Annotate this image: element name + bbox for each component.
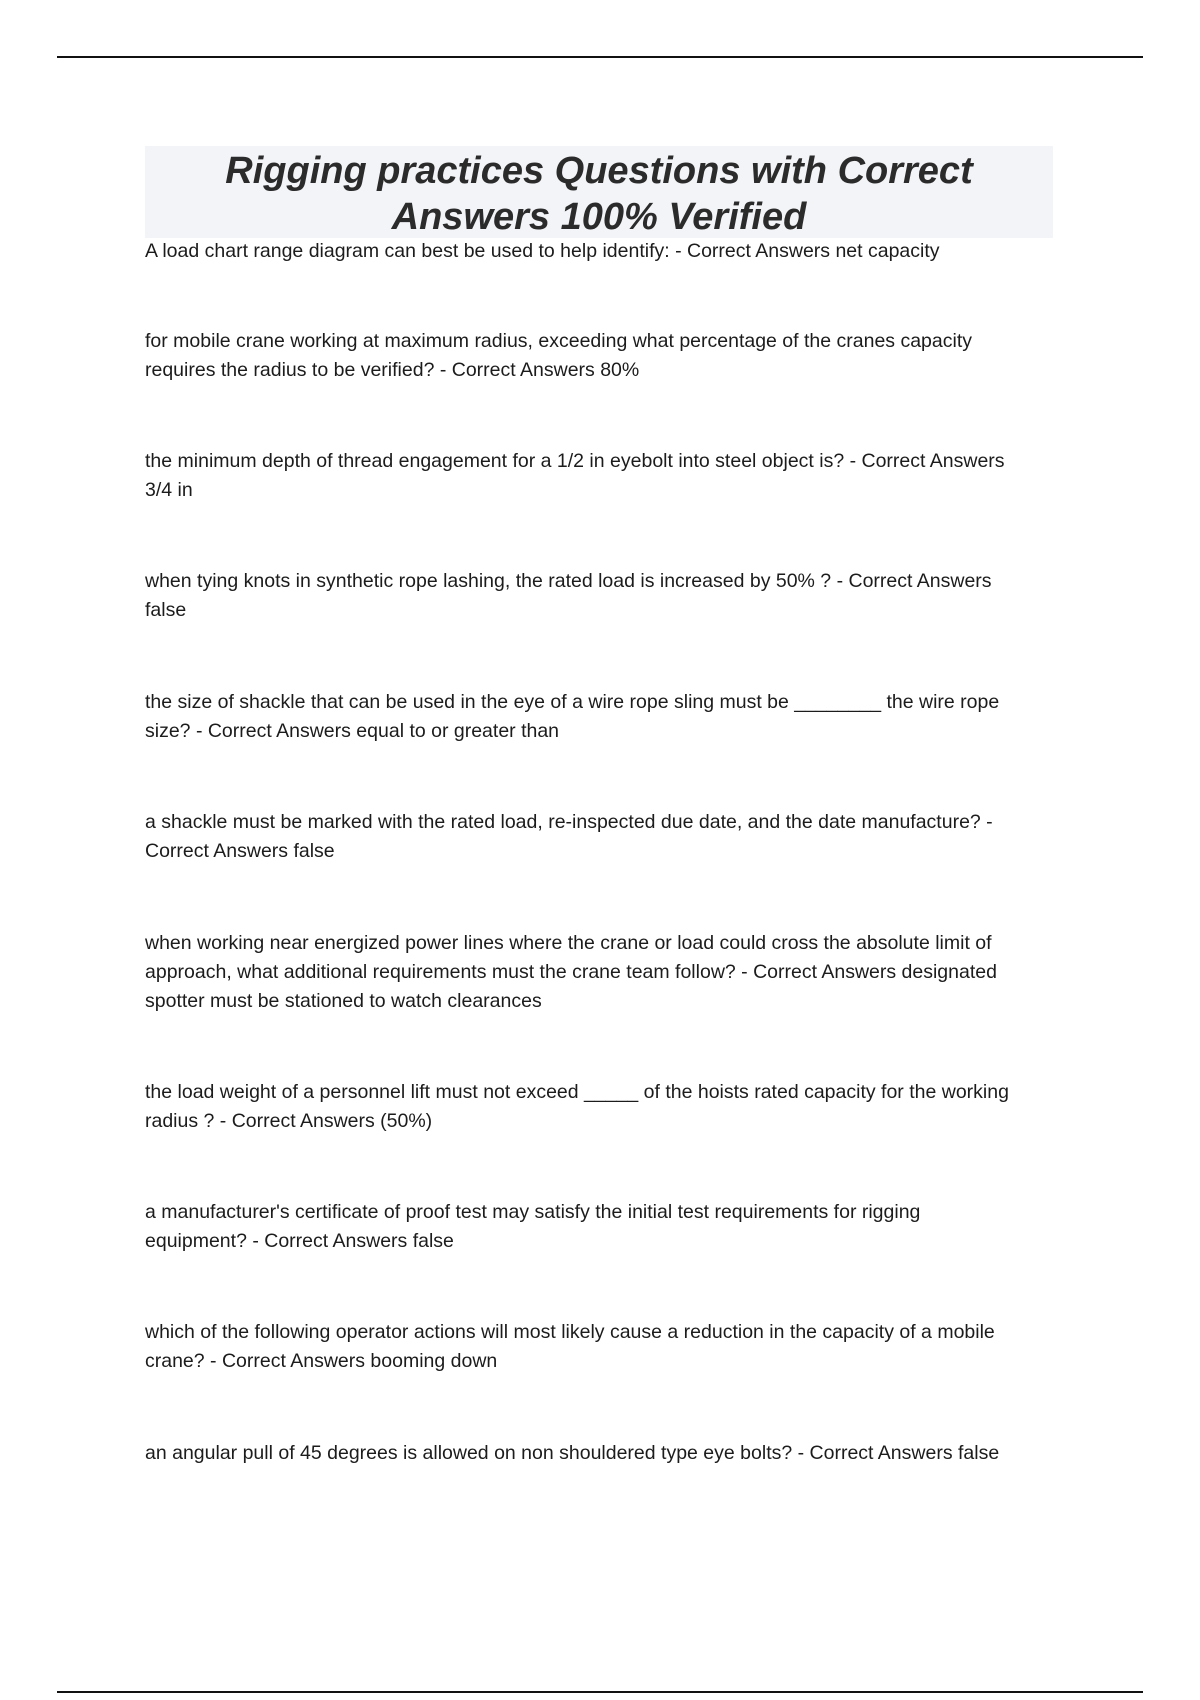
qa-item-4: when tying knots in synthetic rope lashing, the rated load is increased by 50% ? - Correct Answers false bbox=[145, 570, 992, 621]
qa-item-8: the load weight of a personnel lift must not exceed _____ of the hoists rated capacity for the working radius ? - Correct Answers (50%) bbox=[145, 1081, 1009, 1132]
qa-item-6: a shackle must be marked with the rated load, re-inspected due date, and the date manufacture? - Correct Answers false bbox=[145, 811, 993, 862]
qa-item-11: an angular pull of 45 degrees is allowed on non shouldered type eye bolts? - Correct Answers false bbox=[145, 1442, 1000, 1464]
qa-item-2: for mobile crane working at maximum radius, exceeding what percentage of the cranes capacity requires the radius to be verified? - Correct Answers 80% bbox=[145, 330, 972, 381]
top-divider bbox=[57, 56, 1143, 58]
qa-item-7: when working near energized power lines where the crane or load could cross the absolute limit of approach, what additional requirements must the crane team follow? - Correct Answers designated spotter must be stationed to watch clearances bbox=[145, 932, 997, 1012]
qa-item-10: which of the following operator actions will most likely cause a reduction in the capacity of a mobile crane? - Correct Answers booming down bbox=[145, 1321, 995, 1372]
qa-item-9: a manufacturer's certificate of proof test may satisfy the initial test requirements for rigging equipment? - Correct Answers false bbox=[145, 1201, 921, 1252]
document-title: Rigging practices Questions with Correct Answers 100% Verified bbox=[225, 150, 973, 238]
bottom-divider bbox=[57, 1691, 1143, 1693]
qa-item-5: the size of shackle that can be used in the eye of a wire rope sling must be ________ the wire rope size? - Correct Answers equal to or greater than bbox=[145, 691, 1000, 742]
title-banner bbox=[145, 146, 1053, 238]
qa-item-1: A load chart range diagram can best be used to help identify: - Correct Answers net capacity bbox=[145, 240, 940, 262]
qa-item-3: the minimum depth of thread engagement for a 1/2 in eyebolt into steel object is? - Correct Answers 3/4 in bbox=[145, 450, 1005, 501]
